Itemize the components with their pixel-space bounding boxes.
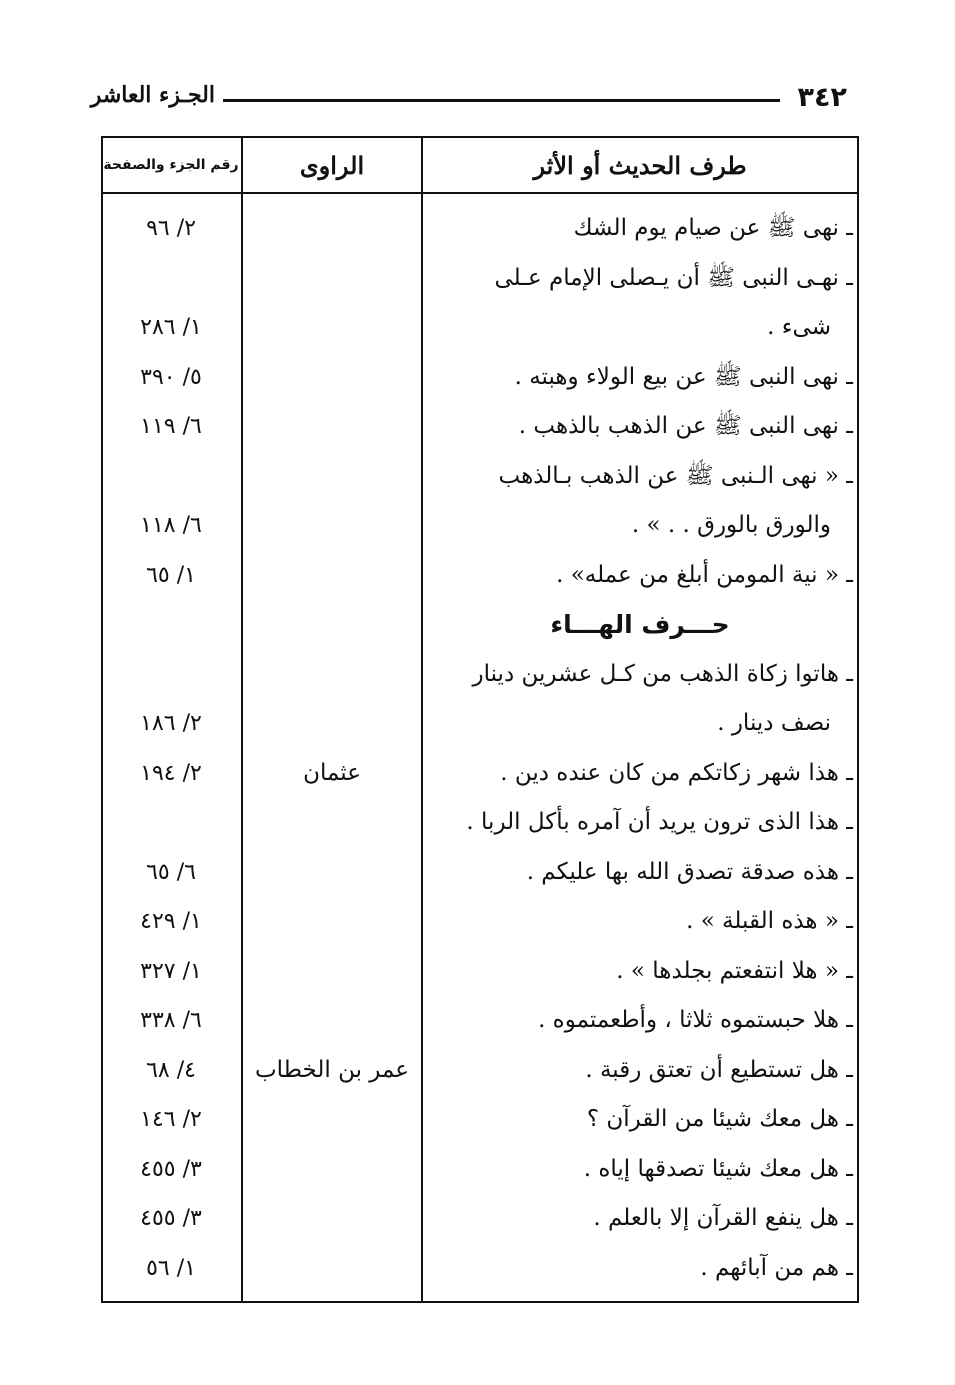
hadith-text: ـ هل ينفع القرآن إلا بالعلم . — [593, 1205, 853, 1231]
table-row — [103, 353, 857, 403]
volume-page-reference: ١/ ٤٢٩ — [140, 909, 202, 934]
table-row — [103, 551, 857, 601]
hadith-text: ـ نهى النبى ﷺ عن الذهب بالذهب . — [518, 413, 853, 439]
section-heading: حـــرف الهـــاء — [550, 610, 730, 639]
hadith-text: ـ « هلا انتفعتم بجلدها » . — [616, 957, 853, 984]
hadith-text: ـ نهـى النبى ﷺ أن يـصلى الإمام عـلى — [494, 264, 853, 291]
table-row — [103, 650, 857, 700]
table-row — [103, 897, 857, 947]
section-heading-row — [103, 600, 857, 650]
table-row — [103, 204, 857, 254]
volume-page-reference: ٦/ ١١٩ — [140, 414, 202, 439]
volume-page-reference: ٢/ ١٩٤ — [140, 760, 202, 786]
table-row — [103, 699, 857, 749]
volume-page-reference: ١/ ٢٨٦ — [140, 315, 202, 340]
hadith-text: ـ هلا حبستموه ثلاثا ، وأطعمتموه . — [538, 1007, 853, 1033]
volume-page-reference: ٢/ ١٤٦ — [140, 1107, 202, 1132]
hadith-text: ـ هل معك شيئا من القرآن ؟ — [586, 1106, 853, 1132]
table-row — [103, 254, 857, 304]
hadith-text: ـ نهى النبى ﷺ عن بيع الولاء وهبته . — [514, 363, 853, 390]
table-row — [103, 996, 857, 1046]
narrator-name: عثمان — [303, 759, 361, 786]
volume-page-reference: ٦/ ٣٣٨ — [140, 1008, 202, 1033]
volume-page-reference: ٣/ ٤٥٥ — [140, 1206, 202, 1231]
volume-page-reference: ٥/ ٣٩٠ — [140, 364, 202, 390]
table-row — [103, 452, 857, 502]
header-rule — [223, 99, 780, 102]
hadith-text: ـ هاتوا زكاة الذهب من كـل عشرين دينار — [472, 660, 853, 687]
hadith-text: والورق بالورق . . » . — [631, 512, 831, 538]
hadith-text: ـ هل تستطيع أن تعتق رقبة . — [585, 1056, 853, 1083]
hadith-text: ـ هذا الذى ترون يريد أن آمره بأكل الربا . — [466, 809, 853, 835]
hadith-text: ـ هل معك شيئا تصدقها إياه . — [583, 1155, 853, 1182]
volume-page-reference: ١/ ٣٢٧ — [140, 958, 202, 984]
hadith-text: شىء . — [767, 314, 831, 340]
header-divider — [103, 192, 857, 194]
volume-page-reference: ١/ ٥٦ — [146, 1255, 196, 1281]
column-header-hadith: طرف الحديث أو الأثر — [533, 150, 747, 180]
table-row — [103, 402, 857, 452]
hadith-text: ـ هم من آبائهم . — [700, 1254, 853, 1281]
hadith-text: ـ هذه صدقة تصدق الله بها عليكم . — [526, 858, 853, 885]
table-row — [103, 1244, 857, 1294]
hadith-text: ـ « نية المومن أبلغ من عمله» . — [556, 561, 853, 588]
page-header — [90, 80, 855, 120]
hadith-text: ـ « نهى الـنبى ﷺ عن الذهب بـالذهب — [498, 462, 853, 489]
hadith-text: ـ نهى ﷺ عن صيام يوم الشك — [573, 215, 853, 241]
hadith-index-table — [101, 136, 859, 1303]
table-row — [103, 1095, 857, 1145]
narrator-name: عمر بن الخطاب — [254, 1056, 409, 1083]
table-body — [103, 204, 857, 1293]
column-header-reference: رقم الجزء والصفحة — [103, 157, 239, 173]
volume-page-reference: ٤/ ٦٨ — [146, 1057, 196, 1083]
table-row — [103, 501, 857, 551]
volume-title: الجـزء العاشر — [90, 82, 215, 108]
volume-page-reference: ٦/ ٦٥ — [146, 859, 196, 885]
table-row — [103, 798, 857, 848]
hadith-text: ـ هذا شهر زكاتكم من كان عنده دين . — [500, 759, 853, 786]
column-header-narrator: الراوى — [299, 150, 365, 180]
table-row — [103, 303, 857, 353]
page-number: ٣٤٢ — [797, 82, 847, 113]
table-row — [103, 749, 857, 799]
table-row — [103, 947, 857, 997]
volume-page-reference: ٢/ ٩٦ — [146, 216, 196, 241]
volume-page-reference: ١/ ٦٥ — [146, 562, 196, 588]
table-row — [103, 1145, 857, 1195]
volume-page-reference: ٢/ ١٨٦ — [140, 711, 202, 736]
table-row — [103, 848, 857, 898]
volume-page-reference: ٦/ ١١٨ — [140, 513, 202, 538]
hadith-text: نصف دينار . — [717, 710, 831, 736]
table-row — [103, 1194, 857, 1244]
hadith-text: ـ « هذه القبلة » . — [686, 908, 853, 934]
volume-page-reference: ٣/ ٤٥٥ — [140, 1156, 202, 1182]
table-row — [103, 1046, 857, 1096]
